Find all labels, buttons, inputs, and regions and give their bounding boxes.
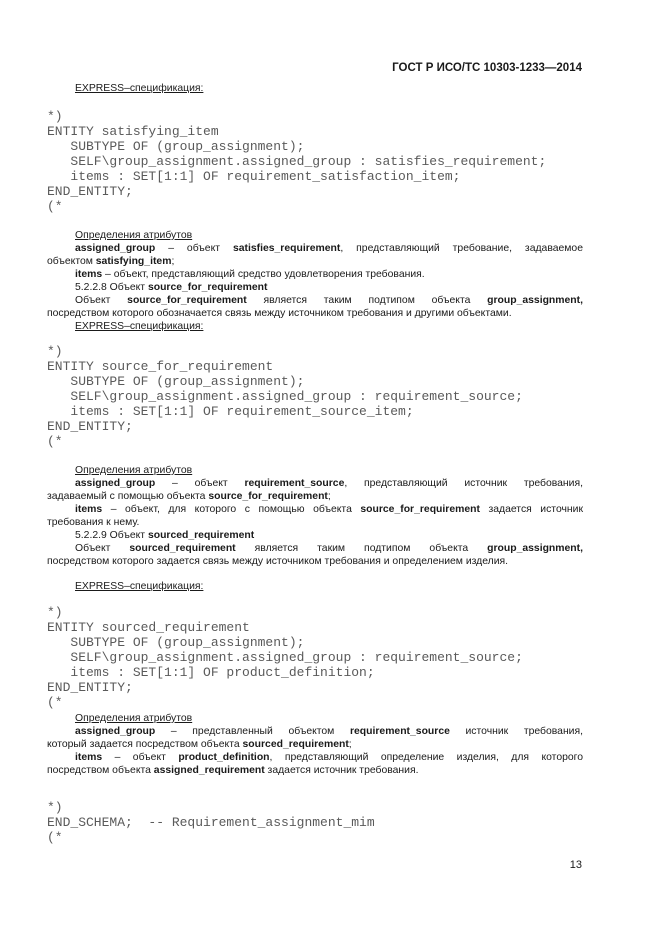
entity-ref: source_for_requirement — [208, 491, 328, 502]
code-open-3: *) — [47, 605, 63, 620]
code-close-2: (* — [47, 434, 63, 449]
attr-term: assigned_group — [75, 243, 156, 254]
section-number: 5.2.2.8 Объект — [75, 282, 148, 293]
text-run: является таким подтипом объекта — [246, 295, 488, 306]
text-run: – объект — [102, 752, 179, 763]
entity-ref: sourced_requirement — [242, 739, 349, 750]
code-close-1: (* — [47, 199, 63, 214]
attr-def-line — [47, 477, 583, 491]
code-close-3: (* — [47, 695, 63, 710]
code-line: SUBTYPE OF (group_assignment); — [47, 635, 305, 650]
entity-ref: group_assignment, — [487, 543, 583, 554]
code-line: SELF\group_assignment.assigned_group : requirement_source; — [47, 389, 523, 404]
text-run: , представляющий определение изделия, для которого — [269, 752, 583, 763]
text-run: задается источник — [479, 504, 583, 515]
attr-def-line — [75, 268, 425, 282]
text-run: задается источник требования. — [264, 765, 419, 776]
text-run: – объект, для которого с помощью объекта — [102, 504, 361, 515]
attr-term: assigned_group — [75, 726, 156, 737]
attr-def-line — [47, 503, 583, 517]
entity-ref: product_definition — [178, 752, 270, 763]
code-line: SUBTYPE OF (group_assignment); — [47, 374, 305, 389]
text-run: посредством объекта — [47, 765, 154, 776]
attr-defs-label: Определения атрибутов — [75, 713, 193, 724]
entity-name: sourced_requirement — [129, 543, 236, 554]
attr-def-line — [47, 725, 583, 739]
attr-term: items — [75, 269, 103, 280]
text-run: источник требования, — [449, 726, 583, 737]
attr-def-line — [47, 255, 583, 269]
entity-ref: requirement_source — [349, 726, 450, 737]
code-line: ENTITY source_for_requirement — [47, 359, 274, 374]
section-text — [47, 542, 583, 556]
text-run: – объект — [155, 478, 245, 489]
code-close-4: (* — [47, 830, 63, 845]
code-line: items : SET[1:1] OF requirement_satisfaction_item; — [47, 169, 461, 184]
attr-def-line — [47, 242, 583, 256]
attr-defs-label: Определения атрибутов — [75, 230, 193, 241]
page-number: 13 — [569, 859, 582, 871]
text-run: Объект — [75, 295, 128, 306]
attr-defs-label: Определения атрибутов — [75, 465, 193, 476]
code-line: ENTITY sourced_requirement — [47, 620, 250, 635]
code-line: ENTITY satisfying_item — [47, 124, 219, 139]
section-heading-5228 — [75, 281, 267, 295]
code-line: SELF\group_assignment.assigned_group : satisfies_requirement; — [47, 154, 547, 169]
code-line: END_ENTITY; — [47, 184, 133, 199]
entity-name: source_for_requirement — [127, 295, 247, 306]
code-line-end-schema: END_SCHEMA; -- Requirement_assignment_mim — [47, 815, 375, 830]
section-text — [47, 294, 583, 308]
attr-def-line — [47, 751, 583, 765]
express-label: EXPRESS–спецификация: — [75, 83, 204, 94]
text-run: – объект, представляющий средство удовлетворения требования. — [102, 269, 425, 280]
entity-ref: satisfies_requirement — [232, 243, 341, 254]
section-text: посредством которого задается связь между источником требования и определением изделия. — [47, 556, 509, 567]
attr-term: items — [75, 752, 103, 763]
entity-ref: source_for_requirement — [360, 504, 480, 515]
section-text: посредством которого обозначается связь между источником требования и другими объектами. — [47, 308, 512, 319]
text-run: , представляющий требование, задаваемое — [340, 243, 583, 254]
text-run: ; — [171, 256, 175, 267]
text-run: – объект — [155, 243, 233, 254]
express-label: EXPRESS–спецификация: — [75, 581, 204, 592]
page-header-standard: ГОСТ Р ИСО/ТС 10303-1233—2014 — [392, 62, 582, 74]
text-run: Объект — [75, 543, 130, 554]
code-line: items : SET[1:1] OF product_definition; — [47, 665, 375, 680]
entity-ref: assigned_requirement — [153, 765, 265, 776]
attr-term: assigned_group — [75, 478, 156, 489]
text-run: ; — [327, 491, 331, 502]
text-run: является таким подтипом объекта — [235, 543, 488, 554]
code-open-4: *) — [47, 800, 63, 815]
code-line: SUBTYPE OF (group_assignment); — [47, 139, 305, 154]
text-run: который задается посредством объекта — [47, 739, 243, 750]
entity-ref: requirement_source — [244, 478, 345, 489]
code-line: END_ENTITY; — [47, 680, 133, 695]
attr-def-line: требования к нему. — [47, 517, 140, 528]
attr-def-line — [47, 490, 583, 504]
text-run: задаваемый с помощью объекта — [47, 491, 209, 502]
express-label: EXPRESS–спецификация: — [75, 321, 204, 332]
text-run: , представляющий источник требования, — [344, 478, 583, 489]
text-run: – представленный объектом — [155, 726, 350, 737]
section-heading-5229 — [75, 529, 254, 543]
entity-ref: satisfying_item — [95, 256, 172, 267]
attr-def-line — [47, 738, 583, 752]
code-line: END_ENTITY; — [47, 419, 133, 434]
entity-ref: group_assignment, — [487, 295, 583, 306]
code-line: items : SET[1:1] OF requirement_source_item; — [47, 404, 414, 419]
text-run: объектом — [47, 256, 96, 267]
entity-name: sourced_requirement — [147, 530, 255, 541]
code-open-1: *) — [47, 109, 63, 124]
section-number: 5.2.2.9 Объект — [75, 530, 148, 541]
attr-term: items — [75, 504, 103, 515]
attr-def-line — [47, 764, 583, 778]
code-line: SELF\group_assignment.assigned_group : requirement_source; — [47, 650, 523, 665]
entity-name: source_for_requirement — [147, 282, 268, 293]
text-run: ; — [348, 739, 352, 750]
code-open-2: *) — [47, 344, 63, 359]
